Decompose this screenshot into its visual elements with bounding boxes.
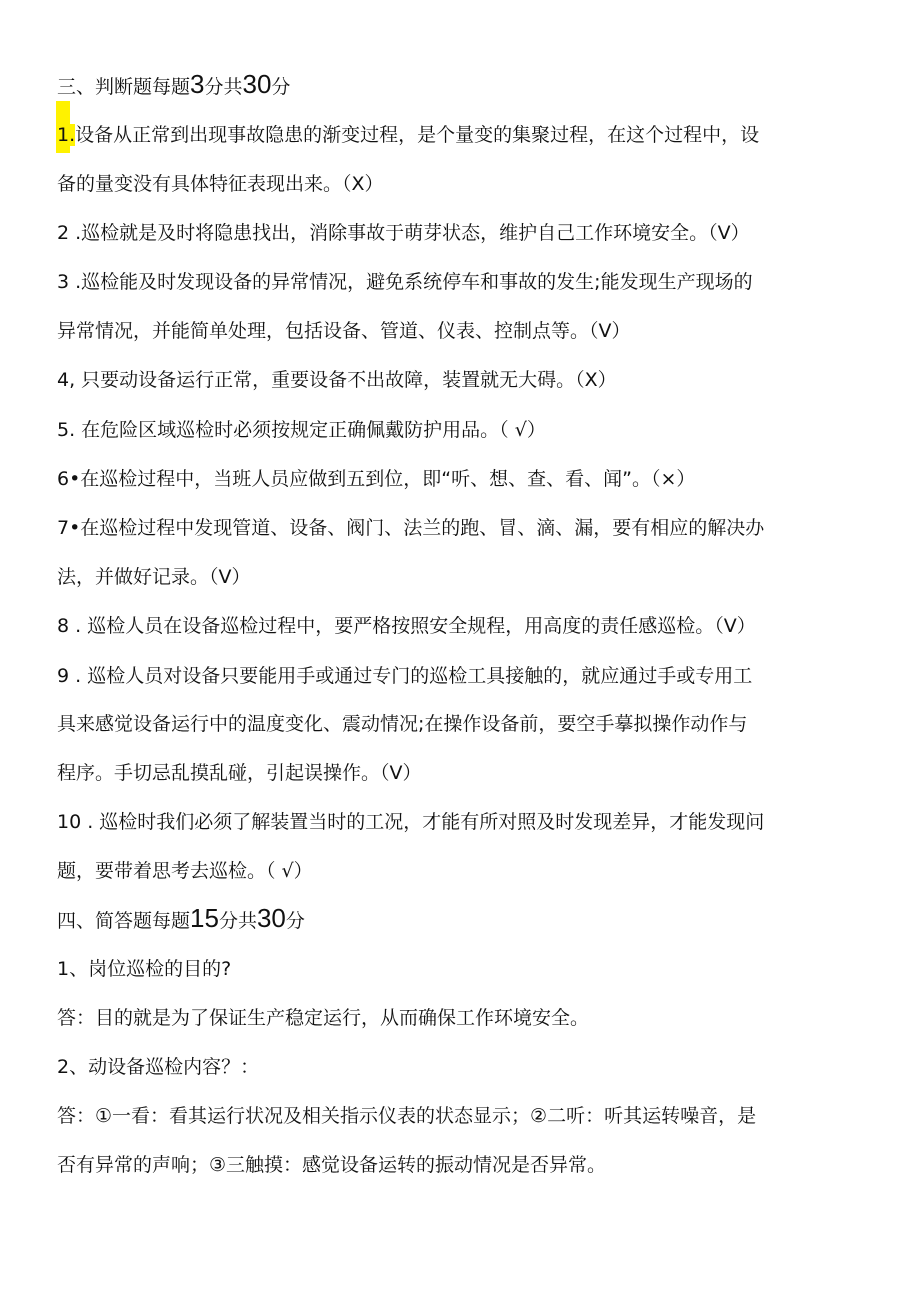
question-3-line-2: 异常情况，并能简单处理，包括设备、管道、仪表、控制点等。（V） — [57, 320, 631, 342]
section4-heading-mid: 分共 — [218, 910, 257, 932]
section4-heading — [57, 903, 305, 933]
question-5: 5. 在危险区域巡检时必须按规定正确佩戴防护用品。（ √） — [57, 419, 546, 441]
question-7-line-1: 7•在巡检过程中发现管道、设备、阀门、法兰的跑、冒、滴、漏，要有相应的解决办 — [57, 517, 765, 539]
section3-points-total: 30 — [242, 69, 272, 99]
question-7-line-2: 法，并做好记录。（V） — [57, 566, 251, 588]
short-answer-2-answer-line-2: 否有异常的声响；③三触摸：感觉设备运转的振动情况是否异常。 — [57, 1154, 607, 1176]
short-answer-2-answer-line-1: 答：①一看：看其运行状况及相关指示仪表的状态显示；②二听：听其运转噪音，是 — [57, 1105, 757, 1127]
question-10-line-2: 题，要带着思考去巡检。（ √） — [57, 860, 313, 882]
section4-points-each: 15 — [190, 903, 219, 933]
section4-heading-suffix: 分 — [285, 910, 305, 932]
section4-points-total: 30 — [256, 903, 286, 933]
question-9-line-3: 程序。手切忌乱摸乱碰，引起误操作。（V） — [57, 762, 422, 784]
question-9-line-1: 9 . 巡检人员对设备只要能用手或通过专门的巡检工具接触的，就应通过手或专用工 — [57, 665, 753, 687]
short-answer-1-question: 1、岗位巡检的目的? — [57, 958, 232, 980]
question-9-line-2: 具来感觉设备运行中的温度变化、震动情况;在操作设备前，要空手摹拟操作动作与 — [57, 713, 748, 735]
question-3-line-1: 3 .巡检能及时发现设备的异常情况，避免系统停车和事故的发生;能发现生产现场的 — [57, 271, 753, 293]
section3-points-each: 3 — [190, 69, 205, 99]
short-answer-1-answer: 答：目的就是为了保证生产稳定运行，从而确保工作环境安全。 — [57, 1007, 590, 1029]
question-6: 6•在巡检过程中，当班人员应做到五到位，即“听、想、查、看、闻”。（×） — [57, 468, 696, 490]
section3-heading-text: 三、判断题每题 — [57, 76, 191, 98]
section3-heading-mid: 分共 — [204, 76, 243, 98]
question-1-number: 1. — [57, 124, 76, 146]
question-10-line-1: 10 . 巡检时我们必须了解装置当时的工况，才能有所对照及时发现差异，才能发现问 — [57, 811, 765, 833]
short-answer-2-question: 2、动设备巡检内容？： — [57, 1056, 260, 1078]
question-4: 4, 只要动设备运行正常，重要设备不出故障，装置就无大碍。（X） — [57, 369, 617, 391]
section4-heading-text: 四、简答题每题 — [57, 910, 191, 932]
question-2: 2 .巡检就是及时将隐患找出，消除事故于萌芽状态，维护自己工作环境安全。（V） — [57, 222, 750, 244]
question-1-text: 设备从正常到出现事故隐患的渐变过程，是个量变的集聚过程，在这个过程中，设 — [75, 124, 760, 146]
section3-heading-suffix: 分 — [271, 76, 291, 98]
section3-heading — [57, 69, 291, 99]
question-8: 8 . 巡检人员在设备巡检过程中，要严格按照安全规程，用高度的责任感巡检。（V） — [57, 615, 756, 637]
question-1-line-1 — [57, 123, 759, 147]
question-1-line-2: 备的量变没有具体特征表现出来。（X） — [57, 173, 384, 195]
